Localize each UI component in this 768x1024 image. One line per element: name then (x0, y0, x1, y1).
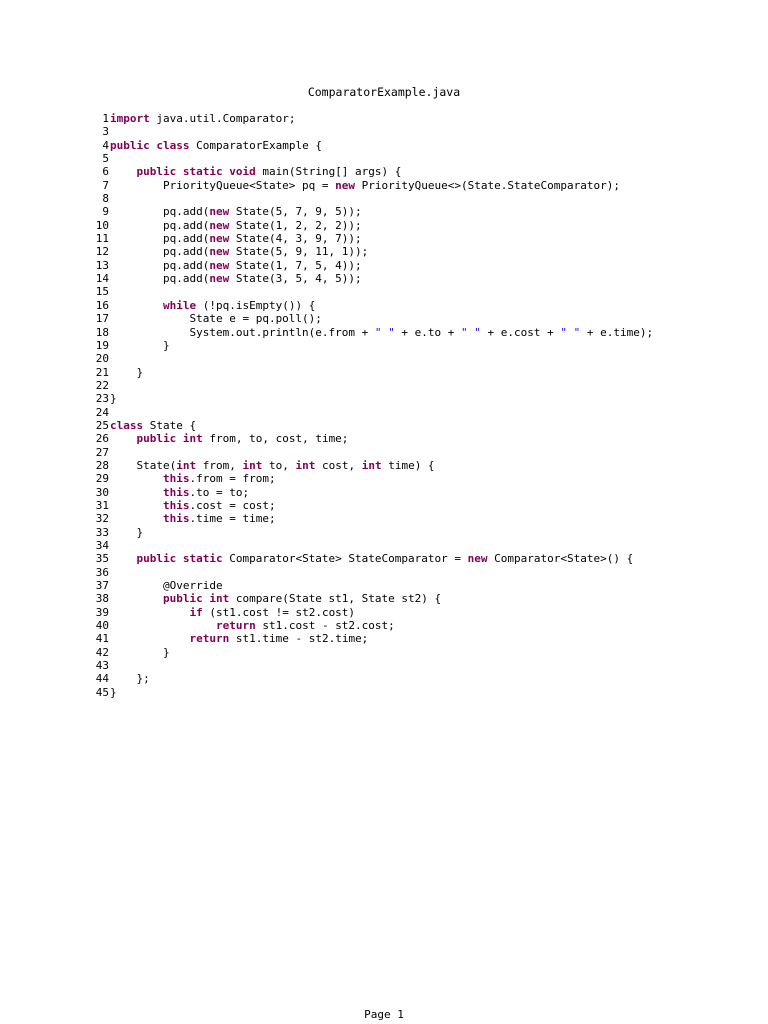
keyword: int (295, 458, 316, 472)
code-text (109, 419, 196, 432)
code-token: } (110, 645, 170, 659)
line-number: 14 (95, 272, 109, 286)
code-line (88, 366, 758, 379)
code-token: Comparator<State> StateComparator = (222, 552, 468, 566)
code-token: pq.add( (110, 245, 210, 259)
code-line (88, 392, 758, 405)
code-token: } (110, 365, 144, 379)
code-token: .from = from; (189, 472, 276, 486)
code-token: System.out.println(e.from + (110, 325, 375, 339)
code-text (109, 686, 117, 699)
code-token: State( (110, 458, 177, 472)
code-token: (st1.cost != st2.cost) (202, 605, 356, 619)
code-line (88, 259, 758, 272)
code-text (109, 326, 653, 339)
code-line (88, 205, 758, 218)
code-text (109, 539, 110, 552)
code-line (88, 219, 758, 232)
code-line (88, 406, 758, 419)
code-line (88, 619, 758, 632)
code-token: State(3, 5, 4, 5)); (229, 272, 362, 286)
line-number: 19 (95, 338, 109, 352)
code-text (109, 672, 150, 685)
line-number: 44 (95, 672, 109, 686)
line-number: 43 (95, 659, 109, 673)
code-line (88, 632, 758, 645)
line-number: 12 (95, 245, 109, 259)
code-line (88, 379, 758, 392)
code-token: pq.add( (110, 205, 210, 219)
code-line (88, 446, 758, 459)
code-line (88, 526, 758, 539)
keyword: public static (136, 552, 223, 566)
code-token: State(5, 7, 9, 5)); (229, 205, 362, 219)
code-text (109, 299, 315, 312)
code-line (88, 312, 758, 325)
code-line (88, 606, 758, 619)
code-line (88, 659, 758, 672)
line-number: 6 (102, 165, 109, 179)
code-text (109, 205, 362, 218)
code-token: java.util.Comparator; (149, 112, 296, 125)
string-literal: " " (560, 325, 581, 339)
code-line (88, 579, 758, 592)
code-text (109, 285, 110, 298)
code-text (109, 139, 322, 152)
line-number: 34 (95, 539, 109, 552)
line-number: 15 (95, 285, 109, 299)
code-token: .to = to; (189, 485, 250, 499)
code-token: } (110, 685, 117, 699)
code-text (109, 579, 223, 592)
code-text (109, 339, 170, 352)
keyword: new (209, 218, 230, 232)
code-text (109, 366, 143, 379)
line-number: 16 (95, 298, 109, 312)
line-number: 18 (95, 325, 109, 339)
line-number: 13 (95, 258, 109, 272)
code-text (109, 179, 620, 192)
keyword: public class (110, 138, 190, 152)
code-token (110, 632, 189, 645)
code-text (109, 659, 110, 672)
code-line (88, 459, 758, 472)
keyword: public int (136, 432, 203, 446)
code-token: State(5, 9, 11, 1)); (229, 245, 369, 259)
code-token: State(1, 2, 2, 2)); (229, 218, 362, 232)
keyword: while (162, 298, 197, 312)
code-token: pq.add( (110, 232, 210, 246)
code-token: Comparator<State>() { (487, 552, 634, 566)
line-number: 42 (95, 645, 109, 659)
code-line (88, 326, 758, 339)
keyword: public int (162, 592, 230, 606)
line-number: 23 (95, 392, 109, 406)
keyword: int (242, 458, 263, 472)
code-text (109, 312, 322, 325)
code-line (88, 352, 758, 365)
line-number: 31 (95, 498, 109, 512)
keyword: this (162, 472, 190, 486)
code-token: from, to, cost, time; (202, 432, 349, 446)
keyword: new (209, 258, 230, 272)
code-token: compare(State st1, State st2) { (229, 592, 442, 606)
code-text (109, 566, 110, 579)
code-text (109, 512, 276, 525)
code-token: main(String[] args) { (255, 165, 402, 179)
line-number: 21 (95, 365, 109, 379)
code-text (109, 552, 633, 565)
code-line (88, 512, 758, 525)
code-token: pq.add( (110, 272, 210, 286)
string-literal: " " (461, 325, 481, 339)
line-number: 36 (95, 565, 109, 579)
code-text (109, 112, 295, 125)
code-line (88, 686, 758, 699)
keyword: class (110, 418, 144, 432)
code-text (109, 646, 170, 659)
code-text (109, 406, 110, 419)
code-token: from, (196, 458, 243, 472)
code-text (109, 632, 368, 645)
page-footer: Page 1 (364, 1008, 404, 1021)
code-text (109, 352, 110, 365)
line-number: 3 (102, 125, 109, 139)
code-token: .cost = cost; (189, 498, 276, 512)
code-token: to, (262, 458, 296, 472)
document-title: ComparatorExample.java (307, 85, 461, 99)
line-number: 24 (95, 405, 109, 419)
code-token (110, 299, 163, 312)
line-number: 8 (102, 192, 109, 206)
line-number: 38 (95, 592, 109, 606)
code-text (109, 192, 110, 205)
line-number: 30 (95, 485, 109, 499)
code-token: st1.cost - st2.cost; (255, 619, 395, 633)
code-line (88, 112, 758, 125)
line-number: 10 (95, 218, 109, 232)
code-token: cost, (315, 458, 362, 472)
line-number: 17 (95, 312, 109, 326)
code-token: time) { (381, 458, 435, 472)
code-line (88, 139, 758, 152)
code-text (109, 272, 362, 285)
code-line (88, 165, 758, 178)
line-number: 32 (95, 512, 109, 526)
keyword: this (162, 498, 190, 512)
keyword: int (176, 458, 197, 472)
code-token: @Override (110, 579, 223, 593)
line-number: 9 (102, 205, 109, 219)
code-text (109, 379, 110, 392)
code-token: PriorityQueue<>(State.StateComparator); (355, 178, 620, 192)
code-token: pq.add( (110, 218, 210, 232)
keyword: if (189, 605, 203, 619)
keyword: new (209, 245, 230, 259)
code-text (109, 165, 401, 178)
code-token: + e.to + (394, 325, 462, 339)
code-line (88, 552, 758, 565)
code-token: PriorityQueue<State> pq = (110, 178, 336, 192)
code-text (109, 499, 276, 512)
line-number: 39 (95, 605, 109, 619)
line-number: 1 (102, 112, 109, 125)
code-token: + e.cost + (480, 325, 561, 339)
code-line (88, 672, 758, 685)
code-token: State(4, 3, 9, 7)); (229, 232, 362, 246)
keyword: new (209, 232, 230, 246)
code-token (110, 432, 137, 445)
line-number: 29 (95, 472, 109, 486)
code-line (88, 285, 758, 298)
code-line (88, 486, 758, 499)
code-token (110, 486, 163, 499)
code-line (88, 272, 758, 285)
line-number: 7 (102, 178, 109, 192)
code-token: pq.add( (110, 258, 210, 272)
code-line (88, 245, 758, 258)
keyword: this (162, 485, 190, 499)
code-line (88, 179, 758, 192)
code-text (109, 592, 441, 605)
code-token: .time = time; (189, 512, 276, 526)
code-text (109, 446, 110, 459)
code-text (109, 125, 110, 138)
line-number: 45 (95, 685, 109, 699)
keyword: return (215, 619, 256, 633)
code-token (110, 606, 189, 619)
code-listing (88, 112, 758, 699)
keyword: import (110, 112, 150, 125)
keyword: this (162, 512, 190, 526)
line-number: 37 (95, 579, 109, 593)
line-number: 25 (95, 418, 109, 432)
code-line (88, 419, 758, 432)
code-line (88, 232, 758, 245)
keyword: public static void (136, 165, 256, 179)
code-line (88, 339, 758, 352)
code-text (109, 486, 249, 499)
code-line (88, 646, 758, 659)
keyword: new (209, 205, 230, 219)
code-text (109, 152, 110, 165)
keyword: return (189, 632, 230, 646)
line-number: 4 (102, 138, 109, 152)
line-number: 27 (95, 445, 109, 459)
code-line (88, 125, 758, 138)
line-number: 5 (102, 152, 109, 166)
code-line (88, 472, 758, 485)
keyword: int (361, 458, 382, 472)
line-number: 26 (95, 432, 109, 446)
code-token (110, 472, 163, 485)
code-token (110, 592, 163, 605)
code-token: State(1, 7, 5, 4)); (229, 258, 362, 272)
code-token (110, 552, 137, 565)
line-number: 22 (95, 378, 109, 392)
code-text (109, 392, 117, 405)
code-token: State e = pq.poll(); (110, 312, 322, 326)
code-text (109, 526, 143, 539)
code-token: (!pq.isEmpty()) { (196, 298, 316, 312)
code-token (110, 512, 163, 525)
code-line (88, 592, 758, 605)
code-token (110, 619, 216, 632)
code-line (88, 566, 758, 579)
code-token (110, 165, 137, 178)
code-text (109, 619, 395, 632)
line-number: 11 (95, 232, 109, 246)
string-literal: " " (374, 325, 395, 339)
line-number: 41 (95, 632, 109, 646)
line-number: 20 (95, 352, 109, 366)
code-token (110, 499, 163, 512)
keyword: new (335, 178, 356, 192)
code-token: st1.time - st2.time; (229, 632, 369, 646)
code-line (88, 539, 758, 552)
code-text (109, 472, 276, 485)
code-text (109, 459, 435, 472)
code-token: } (110, 525, 144, 539)
code-line (88, 152, 758, 165)
code-text (109, 245, 368, 258)
code-line (88, 192, 758, 205)
code-text (109, 232, 362, 245)
code-text (109, 606, 355, 619)
line-number: 28 (95, 458, 109, 472)
code-text (109, 259, 362, 272)
code-token: + e.time); (580, 325, 654, 339)
keyword: new (467, 552, 488, 566)
line-number: 35 (95, 552, 109, 566)
code-token: State { (143, 418, 197, 432)
code-line (88, 432, 758, 445)
code-token: } (110, 392, 117, 406)
code-line (88, 499, 758, 512)
code-text (109, 219, 362, 232)
line-number: 40 (95, 619, 109, 633)
code-token: } (110, 338, 170, 352)
code-line (88, 299, 758, 312)
keyword: new (209, 272, 230, 286)
code-text (109, 432, 348, 445)
code-token: }; (110, 672, 150, 686)
code-token: ComparatorExample { (189, 138, 322, 152)
line-number: 33 (95, 525, 109, 539)
